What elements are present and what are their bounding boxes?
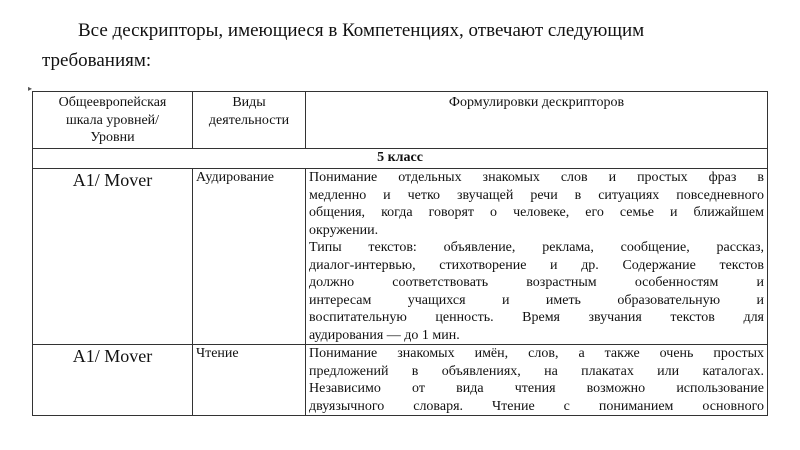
descriptor-line: медленно и четко звучащей речи в ситуациях повседневного	[309, 187, 764, 203]
header-text: шкала уровней/	[65, 112, 160, 128]
intro-line-2: требованиям:	[42, 50, 152, 71]
descriptor-cell	[306, 169, 768, 345]
header-text: Формулировки дескрипторов	[448, 95, 625, 110]
header-text: Уровни	[90, 130, 135, 145]
table-anchor-icon: ▸	[28, 84, 33, 93]
intro-line-1: Все дескрипторы, имеющиеся в Компетенциях, отвечают следующим	[78, 20, 645, 41]
activity-cell: Чтение	[193, 345, 306, 416]
header-text: Виды	[232, 95, 266, 110]
table-row	[33, 345, 768, 416]
table-row	[33, 169, 768, 345]
section-title: 5 класс	[33, 149, 768, 169]
header-activity	[193, 92, 306, 149]
descriptor-line: должно соответствовать возрастным особенностям и	[309, 275, 764, 290]
level-cell: A1/ Mover	[33, 345, 193, 416]
descriptor-line: аудирования — до 1 мин.	[309, 327, 460, 343]
header-text: Общеевропейская	[58, 95, 167, 110]
descriptor-line: Независимо от вида чтения возможно использование	[309, 381, 764, 396]
level-cell: A1/ Mover	[33, 169, 193, 345]
intro-paragraph	[42, 16, 742, 76]
descriptor-line: воспитательную ценность. Время звучания текстов для	[309, 310, 764, 325]
descriptor-line: Типы текстов: объявление, реклама, сообщение, рассказ,	[309, 240, 764, 255]
descriptors-table	[32, 91, 768, 416]
descriptor-line: общения, когда говорят о человеке, его семье и ближайшем	[309, 205, 764, 220]
descriptor-line: Понимание знакомых имён, слов, а также очень простых	[309, 346, 764, 361]
section-row	[33, 149, 768, 169]
descriptor-line: предложений в объявлениях, на плакатах или каталогах.	[309, 363, 764, 379]
activity-cell: Аудирование	[193, 169, 306, 345]
descriptor-line: Понимание отдельных знакомых слов и простых фраз в	[309, 170, 764, 185]
header-descriptors	[306, 92, 768, 149]
descriptor-cell	[306, 345, 768, 416]
descriptor-line: интересам учащихся и иметь образовательную и	[309, 292, 764, 308]
table-header-row	[33, 92, 768, 149]
header-text: деятельности	[208, 112, 290, 128]
header-level	[33, 92, 193, 149]
descriptor-line: двуязычного словаря. Чтение с пониманием основного	[309, 398, 764, 414]
descriptor-line: диалог-интервью, стихотворение и др. Содержание текстов	[309, 257, 764, 273]
descriptor-line: окружении.	[309, 222, 379, 238]
